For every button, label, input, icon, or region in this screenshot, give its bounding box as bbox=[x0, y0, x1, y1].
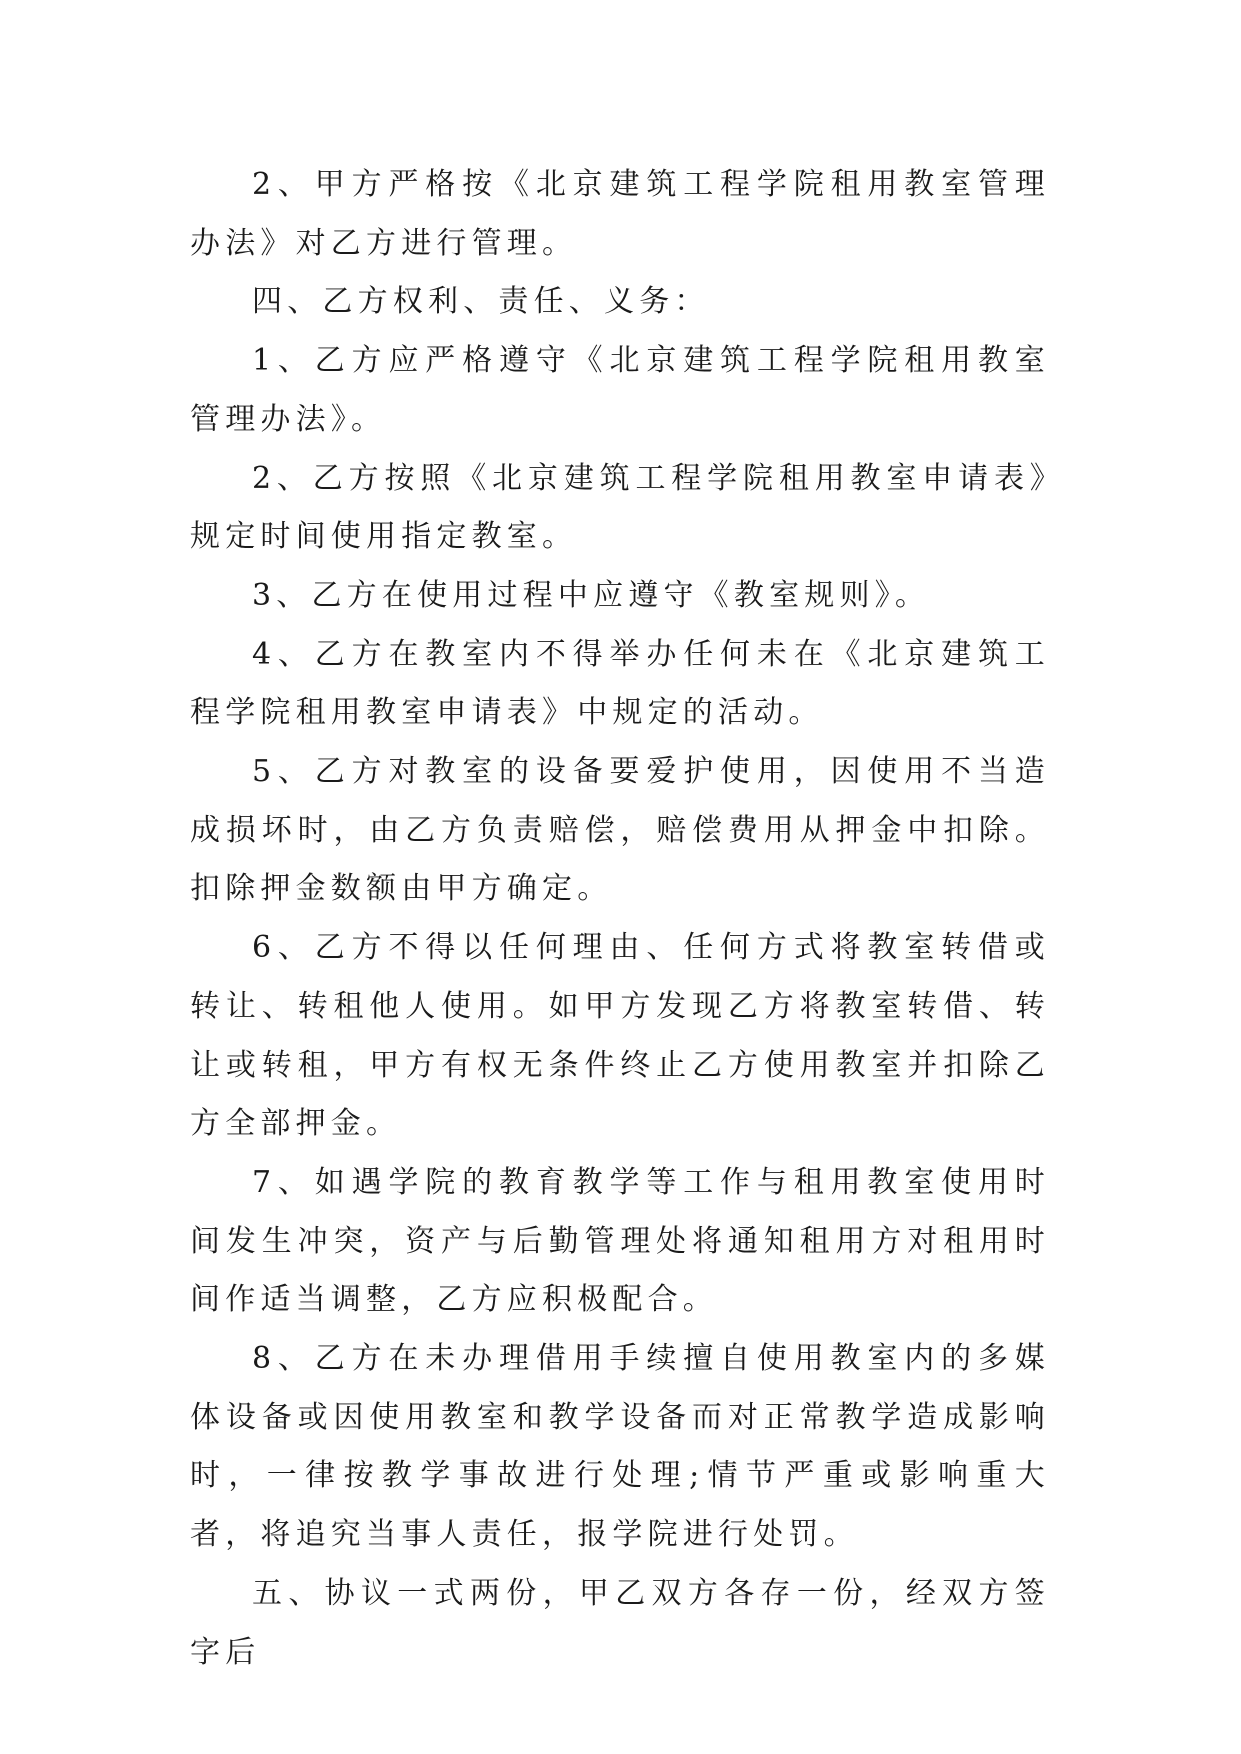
section-heading-5-copies: 五、协议一式两份，甲乙双方各存一份，经双方签字后 bbox=[190, 1575, 1050, 1670]
paragraph-clause-5-equipment: 5、乙方对教室的设备要爱护使用，因使用不当造成损坏时，由乙方负责赔偿，赔偿费用从押金中扣除。扣除押金数额由甲方确定。 bbox=[190, 754, 1050, 907]
paragraph-clause-2-management: 2、甲方严格按《北京建筑工程学院租用教室管理办法》对乙方进行管理。 bbox=[190, 167, 1050, 261]
document-body bbox=[190, 156, 1050, 1682]
paragraph-clause-2-schedule: 2、乙方按照《北京建筑工程学院租用教室申请表》规定时间使用指定教室。 bbox=[190, 460, 1050, 555]
paragraph-clause-8-multimedia: 8、乙方在未办理借用手续擅自使用教室内的多媒体设备或因使用教室和教学设备而对正常教学造成影响时，一律按教学事故进行处理;情节严重或影响重大者，将追究当事人责任，报学院进行处罚。 bbox=[190, 1341, 1050, 1553]
section-heading-4-rights: 四、乙方权利、责任、义务： bbox=[252, 284, 710, 320]
paragraph-clause-3-rules: 3、乙方在使用过程中应遵守《教室规则》。 bbox=[252, 577, 931, 613]
paragraph-clause-6-sublease: 6、乙方不得以任何理由、任何方式将教室转借或转让、转租他人使用。如甲方发现乙方将教室转借、转让或转租，甲方有权无条件终止乙方使用教室并扣除乙方全部押金。 bbox=[190, 930, 1050, 1142]
paragraph-clause-4-activities: 4、乙方在教室内不得举办任何未在《北京建筑工程学院租用教室申请表》中规定的活动。 bbox=[190, 636, 1050, 731]
paragraph-clause-1-comply: 1、乙方应严格遵守《北京建筑工程学院租用教室管理办法》。 bbox=[190, 343, 1050, 437]
paragraph-clause-7-conflict: 7、如遇学院的教育教学等工作与租用教室使用时间发生冲突，资产与后勤管理处将通知租用方对租用时间作适当调整，乙方应积极配合。 bbox=[190, 1164, 1050, 1318]
